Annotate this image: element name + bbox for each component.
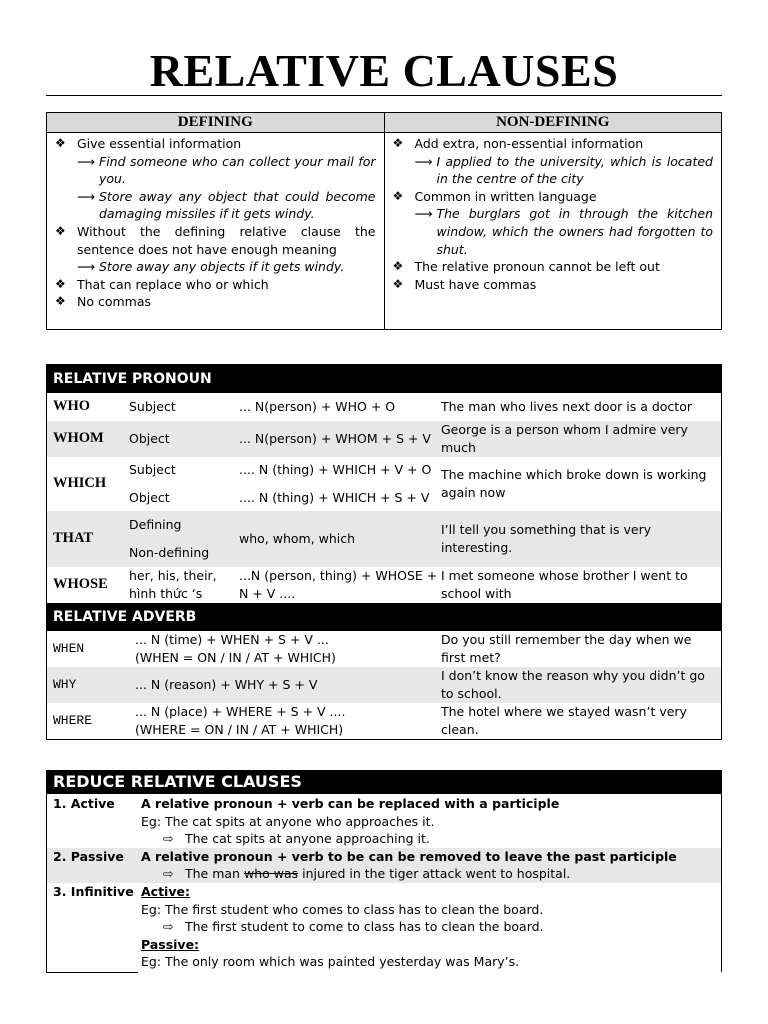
table-row <box>47 567 721 603</box>
arrow-right-icon: ⟶ <box>77 259 95 275</box>
list-item <box>55 135 376 153</box>
pronoun-example: The man who lives next door is a doctor <box>441 399 692 415</box>
pronoun-formula: .... N (thing) + WHICH + V + O <box>239 462 432 478</box>
example-item <box>55 188 376 223</box>
example-item <box>55 153 376 188</box>
pronoun-word: WHOSE <box>53 576 108 593</box>
pronoun-word: WHICH <box>53 475 107 492</box>
table-row <box>47 457 721 511</box>
adverb-formula: ... N (time) + WHEN + S + V ... <box>135 632 329 648</box>
pronoun-example: I met someone whose brother I went to school with <box>441 568 688 601</box>
nondefining-point: Common in written language <box>414 188 597 204</box>
list-item <box>393 188 714 206</box>
adverb-word: WHEN <box>53 641 85 657</box>
reduce-type-label: 2. Passive <box>53 848 124 864</box>
pronoun-formula: ...N (person, thing) + WHOSE + N + V .... <box>239 568 438 601</box>
table-row <box>47 794 721 848</box>
pronoun-example: I’ll tell you something that is very interesting. <box>441 522 652 555</box>
pronoun-role: Subject <box>129 399 176 415</box>
defining-comparison-table <box>46 112 722 330</box>
nondefining-column <box>385 133 722 330</box>
pronoun-formula: who, whom, which <box>239 531 356 547</box>
table-row <box>47 631 721 667</box>
bullet-icon: ❖ <box>392 136 404 150</box>
adverb-formula: ... N (reason) + WHY + S + V <box>135 677 318 693</box>
nondefining-header: NON-DEFINING <box>496 114 610 130</box>
table-row <box>47 667 721 703</box>
table-row <box>47 848 721 883</box>
pronoun-role: Subject <box>129 462 176 478</box>
table-row <box>47 421 721 457</box>
defining-point: That can replace who or which <box>77 276 269 292</box>
pronoun-word: THAT <box>53 530 94 547</box>
adverb-equivalence: (WHEN = ON / IN / AT + WHICH) <box>135 650 336 665</box>
relative-pronoun-table <box>46 364 722 740</box>
relative-pronoun-header: RELATIVE PRONOUN <box>47 365 721 393</box>
reduce-example: Eg: The cat spits at anyone who approaches it. <box>141 813 435 829</box>
bullet-icon: ❖ <box>55 276 66 291</box>
bullet-icon: ❖ <box>55 136 66 150</box>
pronoun-role: Defining <box>129 517 182 533</box>
reduce-result: The man <box>185 866 244 882</box>
reduce-example: Eg: The first student who comes to class has to clean the board. <box>141 901 544 917</box>
reduce-rule: A relative pronoun + verb to be can be removed to leave the past participle <box>141 848 677 864</box>
reduce-relative-clauses-table <box>46 770 722 972</box>
comparison-header <box>47 113 721 133</box>
example-item <box>393 153 714 188</box>
bullet-icon: ❖ <box>55 294 66 309</box>
relative-adverb-header: RELATIVE ADVERB <box>47 603 721 631</box>
list-item <box>393 135 714 153</box>
example-item <box>393 205 714 258</box>
reduce-result: The first student to come to class has to clean the board. <box>185 919 544 935</box>
bullet-icon: ❖ <box>55 223 66 238</box>
bullet-icon: ❖ <box>392 259 404 274</box>
pronoun-role: her, his, their, hình thức ‘s <box>129 568 217 601</box>
page-title: RELATIVE CLAUSES <box>149 45 619 96</box>
title-divider <box>46 95 722 96</box>
pronoun-word: WHOM <box>53 430 104 447</box>
defining-example: Store away any objects if it gets windy. <box>99 259 345 275</box>
arrow-right-icon: ⟶ <box>77 188 95 204</box>
adverb-example: Do you still remember the day when we first met? <box>441 632 692 665</box>
nondefining-example: The burglars got in through the kitchen window, which the owners had forgotten to shut. <box>436 206 713 257</box>
reduce-result: The cat spits at anyone approaching it. <box>185 831 430 847</box>
list-item <box>55 293 376 311</box>
reduce-rule: A relative pronoun + verb can be replaced with a participle <box>141 796 560 811</box>
pronoun-role: Object <box>129 490 170 505</box>
pronoun-word: WHO <box>53 398 91 415</box>
nondefining-example: I applied to the university, which is located in the centre of the city <box>436 153 713 187</box>
adverb-formula: ... N (place) + WHERE + S + V .... <box>135 704 346 720</box>
table-row <box>47 883 721 971</box>
adverb-word: WHERE <box>53 713 93 729</box>
bullet-icon: ❖ <box>392 188 404 203</box>
table-row <box>47 703 721 739</box>
pronoun-role: Non-defining <box>129 545 210 560</box>
nondefining-point: The relative pronoun cannot be left out <box>414 259 660 275</box>
defining-point: No commas <box>77 294 152 310</box>
arrow-right-icon: ⇨ <box>163 919 174 935</box>
defining-point: Give essential information <box>77 136 242 151</box>
reduce-subtitle: Passive: <box>141 936 200 952</box>
arrow-right-icon: ⟶ <box>414 153 433 169</box>
adverb-equivalence: (WHERE = ON / IN / AT + WHICH) <box>135 722 344 737</box>
adverb-word: WHY <box>53 677 77 693</box>
nondefining-point: Must have commas <box>414 276 537 292</box>
defining-column <box>47 133 385 330</box>
pronoun-example: George is a person whom I admire very much <box>441 422 688 455</box>
example-item <box>55 258 376 276</box>
reduce-type-label: 3. Infinitive <box>53 883 134 899</box>
list-item <box>55 223 376 258</box>
reduce-example: Eg: The only room which was painted yesterday was Mary’s. <box>141 954 520 970</box>
pronoun-formula: ... N(person) + WHO + O <box>239 399 396 415</box>
arrow-right-icon: ⇨ <box>163 866 174 882</box>
list-item <box>393 276 714 294</box>
arrow-right-icon: ⇨ <box>163 831 174 847</box>
adverb-example: The hotel where we stayed wasn’t very clean. <box>441 704 687 737</box>
list-item <box>393 258 714 276</box>
defining-header: DEFINING <box>47 113 385 132</box>
reduce-type-label: 1. Active <box>53 796 115 811</box>
reduce-subtitle: Active: <box>141 883 190 899</box>
bullet-icon: ❖ <box>392 276 404 291</box>
pronoun-formula: .... N (thing) + WHICH + S + V <box>239 490 430 505</box>
pronoun-example: The machine which broke down is working again now <box>441 467 707 500</box>
adverb-example: I don’t know the reason why you didn’t go to school. <box>441 668 705 701</box>
pronoun-role: Object <box>129 431 170 447</box>
arrow-right-icon: ⟶ <box>414 206 433 222</box>
table-row <box>47 511 721 567</box>
list-item <box>55 276 376 294</box>
reduce-result: injured in the tiger attack went to hospital. <box>298 866 571 882</box>
defining-point: Without the defining relative clause the sentence does not have enough meaning <box>77 223 376 257</box>
table-bottom-rule <box>46 972 138 973</box>
reduce-removed-words: who was <box>243 866 299 882</box>
table-row <box>47 393 721 421</box>
defining-example: Store away any object that could become damaging missiles if it gets windy. <box>99 188 376 222</box>
nondefining-point: Add extra, non-essential information <box>414 136 644 151</box>
pronoun-formula: ... N(person) + WHOM + S + V <box>239 431 431 447</box>
reduce-header: REDUCE RELATIVE CLAUSES <box>47 770 721 794</box>
defining-example: Find someone who can collect your mail for you. <box>99 153 376 187</box>
arrow-right-icon: ⟶ <box>77 153 95 169</box>
